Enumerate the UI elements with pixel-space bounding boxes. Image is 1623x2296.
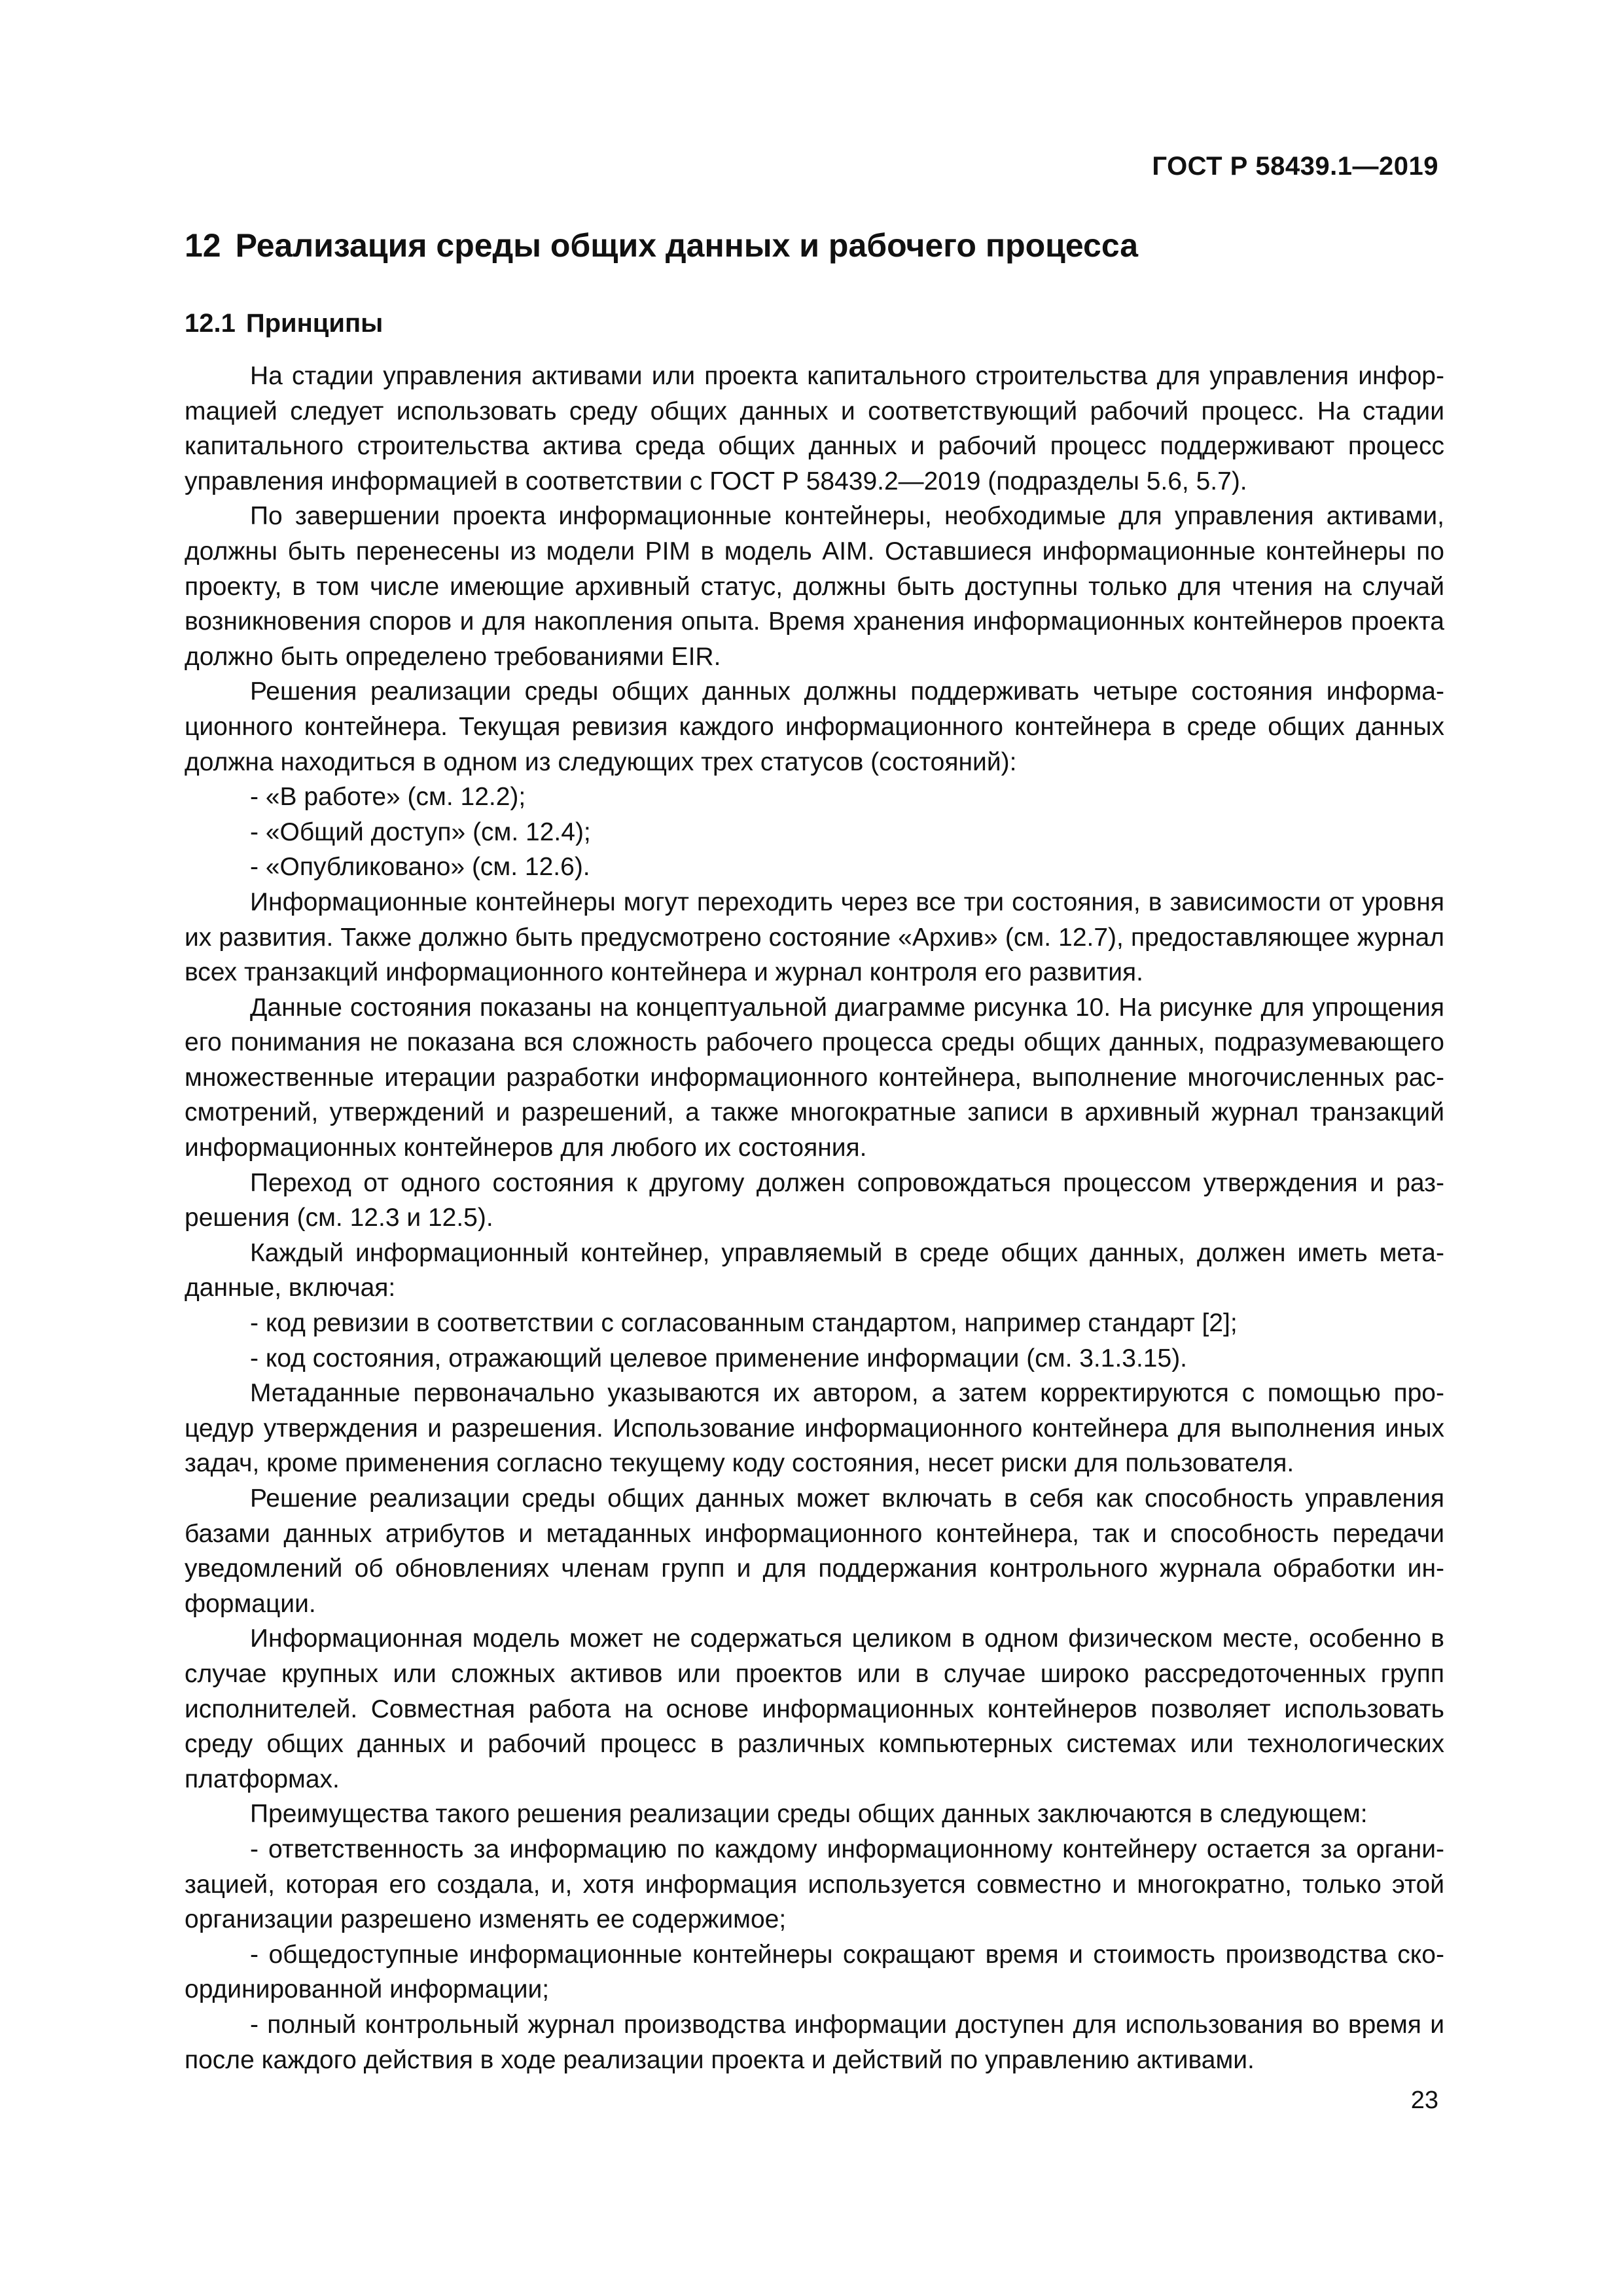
list-item: - «Опубликовано» (см. 12.6). bbox=[250, 853, 590, 882]
paragraph: Решения реализации среды общих данных должны поддерживать четыре состояния информационного контейнера. Текущая ревизия каждого информационного контейнера в среде общих данных должна находиться в одном из следующих трех статусов (состояний): bbox=[185, 677, 1444, 776]
list-item: - «Общий доступ» (см. 12.4); bbox=[250, 817, 591, 846]
body-text bbox=[185, 359, 1444, 2077]
paragraph: Информационная модель может не содержаться целиком в одном физическом месте, особенно в случае крупных или сложных активов или проектов или в случае широко рассредоточенных групп исполнителей. Совместная работа на основе информационных контейнеров позволяет использовать среду общих данных и рабочий процесс в различных компьютерных системах или технологических платформах. bbox=[185, 1624, 1444, 1793]
paragraph: Преимущества такого решения реализации среды общих данных заключаются в следующем: bbox=[250, 1800, 1368, 1829]
paragraph: Каждый информационный контейнер, управляемый в среде общих данных, должен иметь метаданные, включая: bbox=[185, 1238, 1444, 1302]
list-item: - общедоступные информационные контейнеры сокращают время и стоимость производства скоординированной информации; bbox=[185, 1940, 1444, 2004]
list-item: - «В работе» (см. 12.2); bbox=[250, 783, 526, 812]
paragraph: Информационные контейнеры могут переходить через все три состояния, в зависимости от уровня их развития. Также должно быть предусмотрено состояние «Архив» (см. 12.7), предоставляющее журнал всех транзакций информационного контейнера и журнал контроля его развития. bbox=[185, 888, 1444, 987]
paragraph: Переход от одного состояния к другому должен сопровождаться процессом утверждения и разрешения (см. 12.3 и 12.5). bbox=[185, 1168, 1444, 1232]
paragraph: Метаданные первоначально указываются их автором, а затем корректируются с помощью процедур утверждения и разрешения. Использование информационного контейнера для выполнения иных задач, кроме применения согласно текущему коду состояния, несет риски для пользователя. bbox=[185, 1379, 1444, 1478]
list-item: - код состояния, отражающий целевое применение информации (см. 3.1.3.15). bbox=[250, 1344, 1188, 1372]
section-title: Реализация среды общих данных и рабочего процесса bbox=[235, 227, 1139, 264]
paragraph: Решение реализации среды общих данных может включать в себя как способность управления базами данных атрибутов и метаданных информационного контейнера, так и способность передачи уведомлений об обновлениях членам групп и для поддержания контрольного журнала обработки информации. bbox=[185, 1484, 1444, 1618]
paragraph: По завершении проекта информационные контейнеры, необходимые для управления активами, должны быть перенесены из модели PIM в модель AIM. Оставшиеся информационные контейнеры по проекту, в том числе имеющие архивный статус, должны быть доступны только для чтения на случай возникновения споров и для накопления опыта. Время хранения информационных контейнеров проекта должно быть определено требованиями EIR. bbox=[185, 502, 1444, 671]
subsection-heading bbox=[185, 305, 1444, 342]
subsection-title: Принципы bbox=[245, 309, 383, 338]
list-item: - код ревизии в соответствии с согласованным стандартом, например стандарт [2]; bbox=[250, 1309, 1238, 1338]
paragraph: На стадии управления активами или проекта капитального строительства для управления инфорmацией следует использовать среду общих данных и соответствующий рабочий процесс. На стадии капитального строительства актива среда общих данных и рабочий процесс поддерживают процесс управления информацией в соответствии с ГОСТ Р 58439.2—2019 (подразделы 5.6, 5.7). bbox=[185, 362, 1444, 495]
standard-id: ГОСТ Р 58439.1—2019 bbox=[1152, 152, 1438, 181]
paragraph: Данные состояния показаны на концептуальной диаграмме рисунка 10. На рисунке для упрощения его понимания не показана вся сложность рабочего процесса среды общих данных, подразумевающего множественные итерации разработки информационного контейнера, выполнение многочисленных рассмотрений, утверждений и разрешений, а также многократные записи в архивный журнал транзакций информационных контейнеров для любого их состояния. bbox=[185, 993, 1444, 1162]
page-number: 23 bbox=[1410, 2087, 1438, 2114]
list-item: - ответственность за информацию по каждому информационному контейнеру остается за организацией, которая его создала, и, хотя информация используется совместно и многократно, только этой организации разрешено изменять ее содержимое; bbox=[185, 1835, 1444, 1934]
section-number: 12 bbox=[185, 227, 221, 264]
subsection-number: 12.1 bbox=[185, 309, 236, 338]
page-content bbox=[185, 223, 1444, 2077]
section-heading bbox=[185, 223, 1444, 268]
list-item: - полный контрольный журнал производства информации доступен для использования во время и после каждого действия в ходе реализации проекта и действий по управлению активами. bbox=[185, 2010, 1444, 2074]
